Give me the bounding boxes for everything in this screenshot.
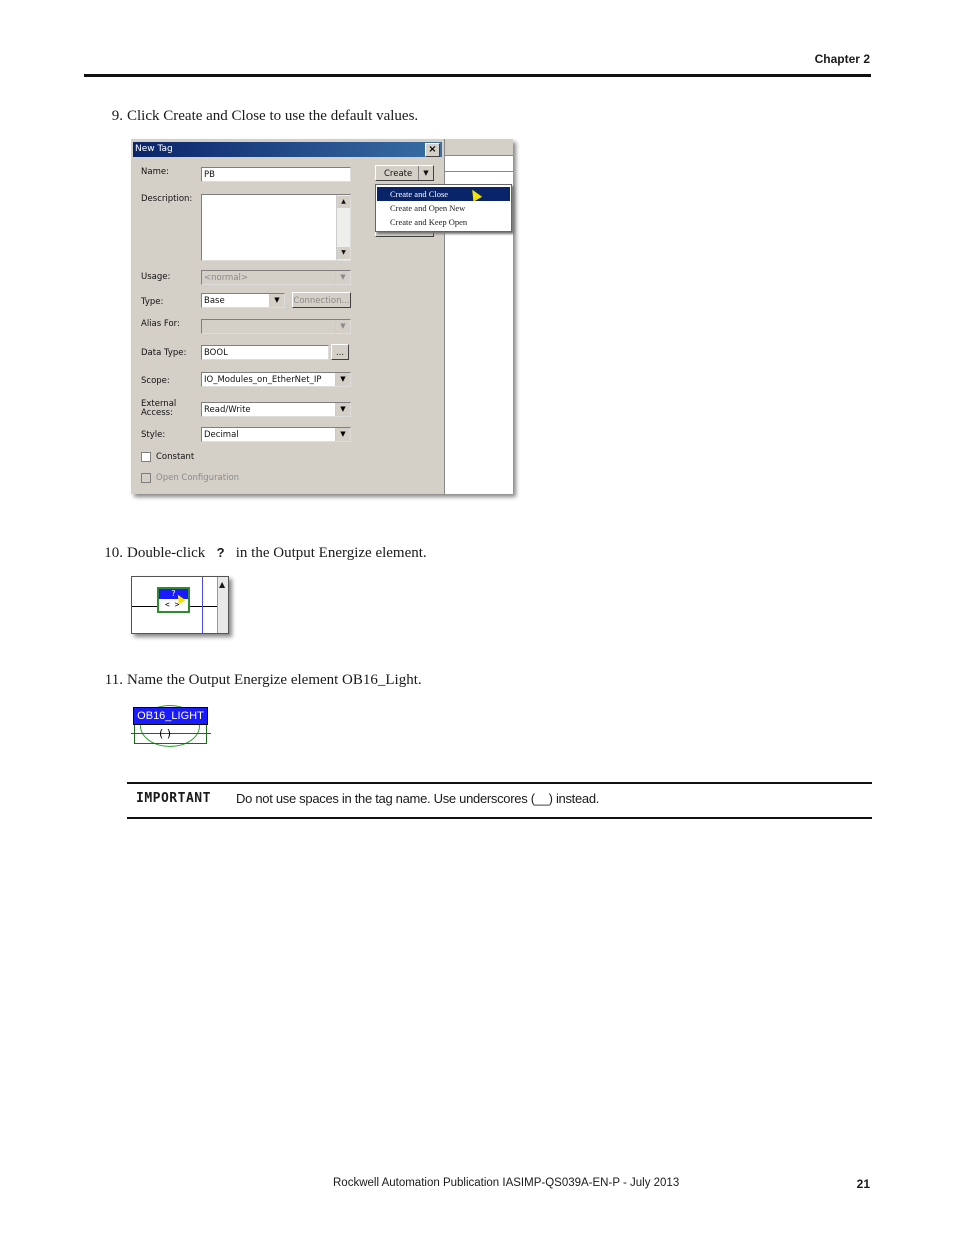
scroll-up-icon[interactable]: ▲ [337,196,350,208]
open-configuration-checkbox [141,473,151,483]
menu-item-create-and-open-new[interactable]: Create and Open New [390,203,466,213]
chevron-down-icon: ▼ [335,271,350,284]
important-text: Do not use spaces in the tag name. Use underscores (__) instead. [236,791,600,806]
step-text: Click Create and Close to use the default values. [127,108,419,124]
create-button-label: Create [384,169,413,179]
step-text-after: in the Output Energize element. [235,545,427,561]
tag-operand-placeholder[interactable]: ? [159,589,188,599]
coil-symbol: ( ) [159,727,172,740]
menu-item-create-and-close[interactable]: Create and Close [377,187,510,201]
name-label: Name: [141,167,169,177]
scroll-up-icon[interactable]: ▲ [219,580,226,589]
usage-value: <normal> [204,273,249,283]
type-select[interactable] [201,293,285,308]
description-scrollbar[interactable] [336,195,350,260]
external-access-label-line2: Access: [141,408,173,418]
chevron-down-icon[interactable]: ▼ [335,373,350,386]
connection-button: Connection... [292,292,351,308]
style-select[interactable] [201,427,351,442]
usage-label: Usage: [141,272,171,282]
data-type-input[interactable]: BOOL [201,345,329,360]
constant-checkbox[interactable] [141,452,151,462]
background-row-divider [445,171,513,172]
external-access-label [141,400,176,418]
alias-for-label: Alias For: [141,319,180,329]
close-icon[interactable]: × [425,143,440,157]
style-label: Style: [141,430,166,440]
menu-item-create-and-keep-open[interactable]: Create and Keep Open [390,217,468,227]
output-energize-screenshot [131,576,229,634]
external-access-label-line1: External [141,399,177,409]
step-number: 9. [111,108,123,124]
publication-footer: Rockwell Automation Publication IASIMP-QS039A-EN-P - July 2013 [333,1177,680,1189]
external-access-select[interactable] [201,402,351,417]
question-mark-icon: ? [216,545,225,560]
scope-select[interactable] [201,372,351,387]
header-rule [84,74,871,77]
alias-for-select [201,319,351,334]
step-text [127,545,427,562]
step-number: 10. [104,545,123,561]
important-label: IMPORTANT [136,791,211,806]
data-type-label: Data Type: [141,348,187,358]
create-dropdown-menu [375,184,512,232]
chevron-down-icon[interactable]: ▼ [335,428,350,441]
style-value: Decimal [204,430,239,440]
data-type-browse-button[interactable]: ... [331,344,349,360]
chapter-heading: Chapter 2 [814,52,870,66]
name-input[interactable]: PB [201,167,351,182]
step-text-before: Double-click [127,545,206,561]
scope-value: IO_Modules_on_EtherNet_IP [204,375,322,385]
background-toolbar [445,139,513,156]
chevron-down-icon[interactable]: ▼ [269,294,284,307]
rung-end-line [202,577,203,633]
description-label: Description: [141,194,193,204]
description-textarea[interactable] [201,194,351,261]
important-rule-bottom [127,817,872,819]
dialog-title-bar [133,142,442,157]
named-output-energize-screenshot [131,705,211,747]
page-number: 21 [856,1177,870,1191]
tag-name-label[interactable]: OB16_LIGHT [134,708,207,724]
chevron-down-icon[interactable]: ▼ [418,166,433,180]
step-text: Name the Output Energize element OB16_Light. [127,672,422,688]
external-access-value: Read/Write [204,405,251,415]
vertical-scrollbar[interactable] [217,577,228,633]
open-configuration-label: Open Configuration [156,473,240,483]
type-value: Base [204,296,225,306]
scope-label: Scope: [141,376,170,386]
step-number: 11. [104,672,123,688]
new-tag-dialog-screenshot [131,139,513,494]
constant-label: Constant [156,452,195,462]
chevron-down-icon[interactable]: ▼ [335,403,350,416]
important-rule-top [127,782,872,784]
scroll-down-icon[interactable]: ▼ [337,247,350,259]
create-button[interactable] [375,165,434,181]
usage-select [201,270,351,285]
type-label: Type: [141,297,164,307]
dialog-title: New Tag [135,144,173,154]
chevron-down-icon: ▼ [335,320,350,333]
coil-symbol: < > [165,600,180,609]
